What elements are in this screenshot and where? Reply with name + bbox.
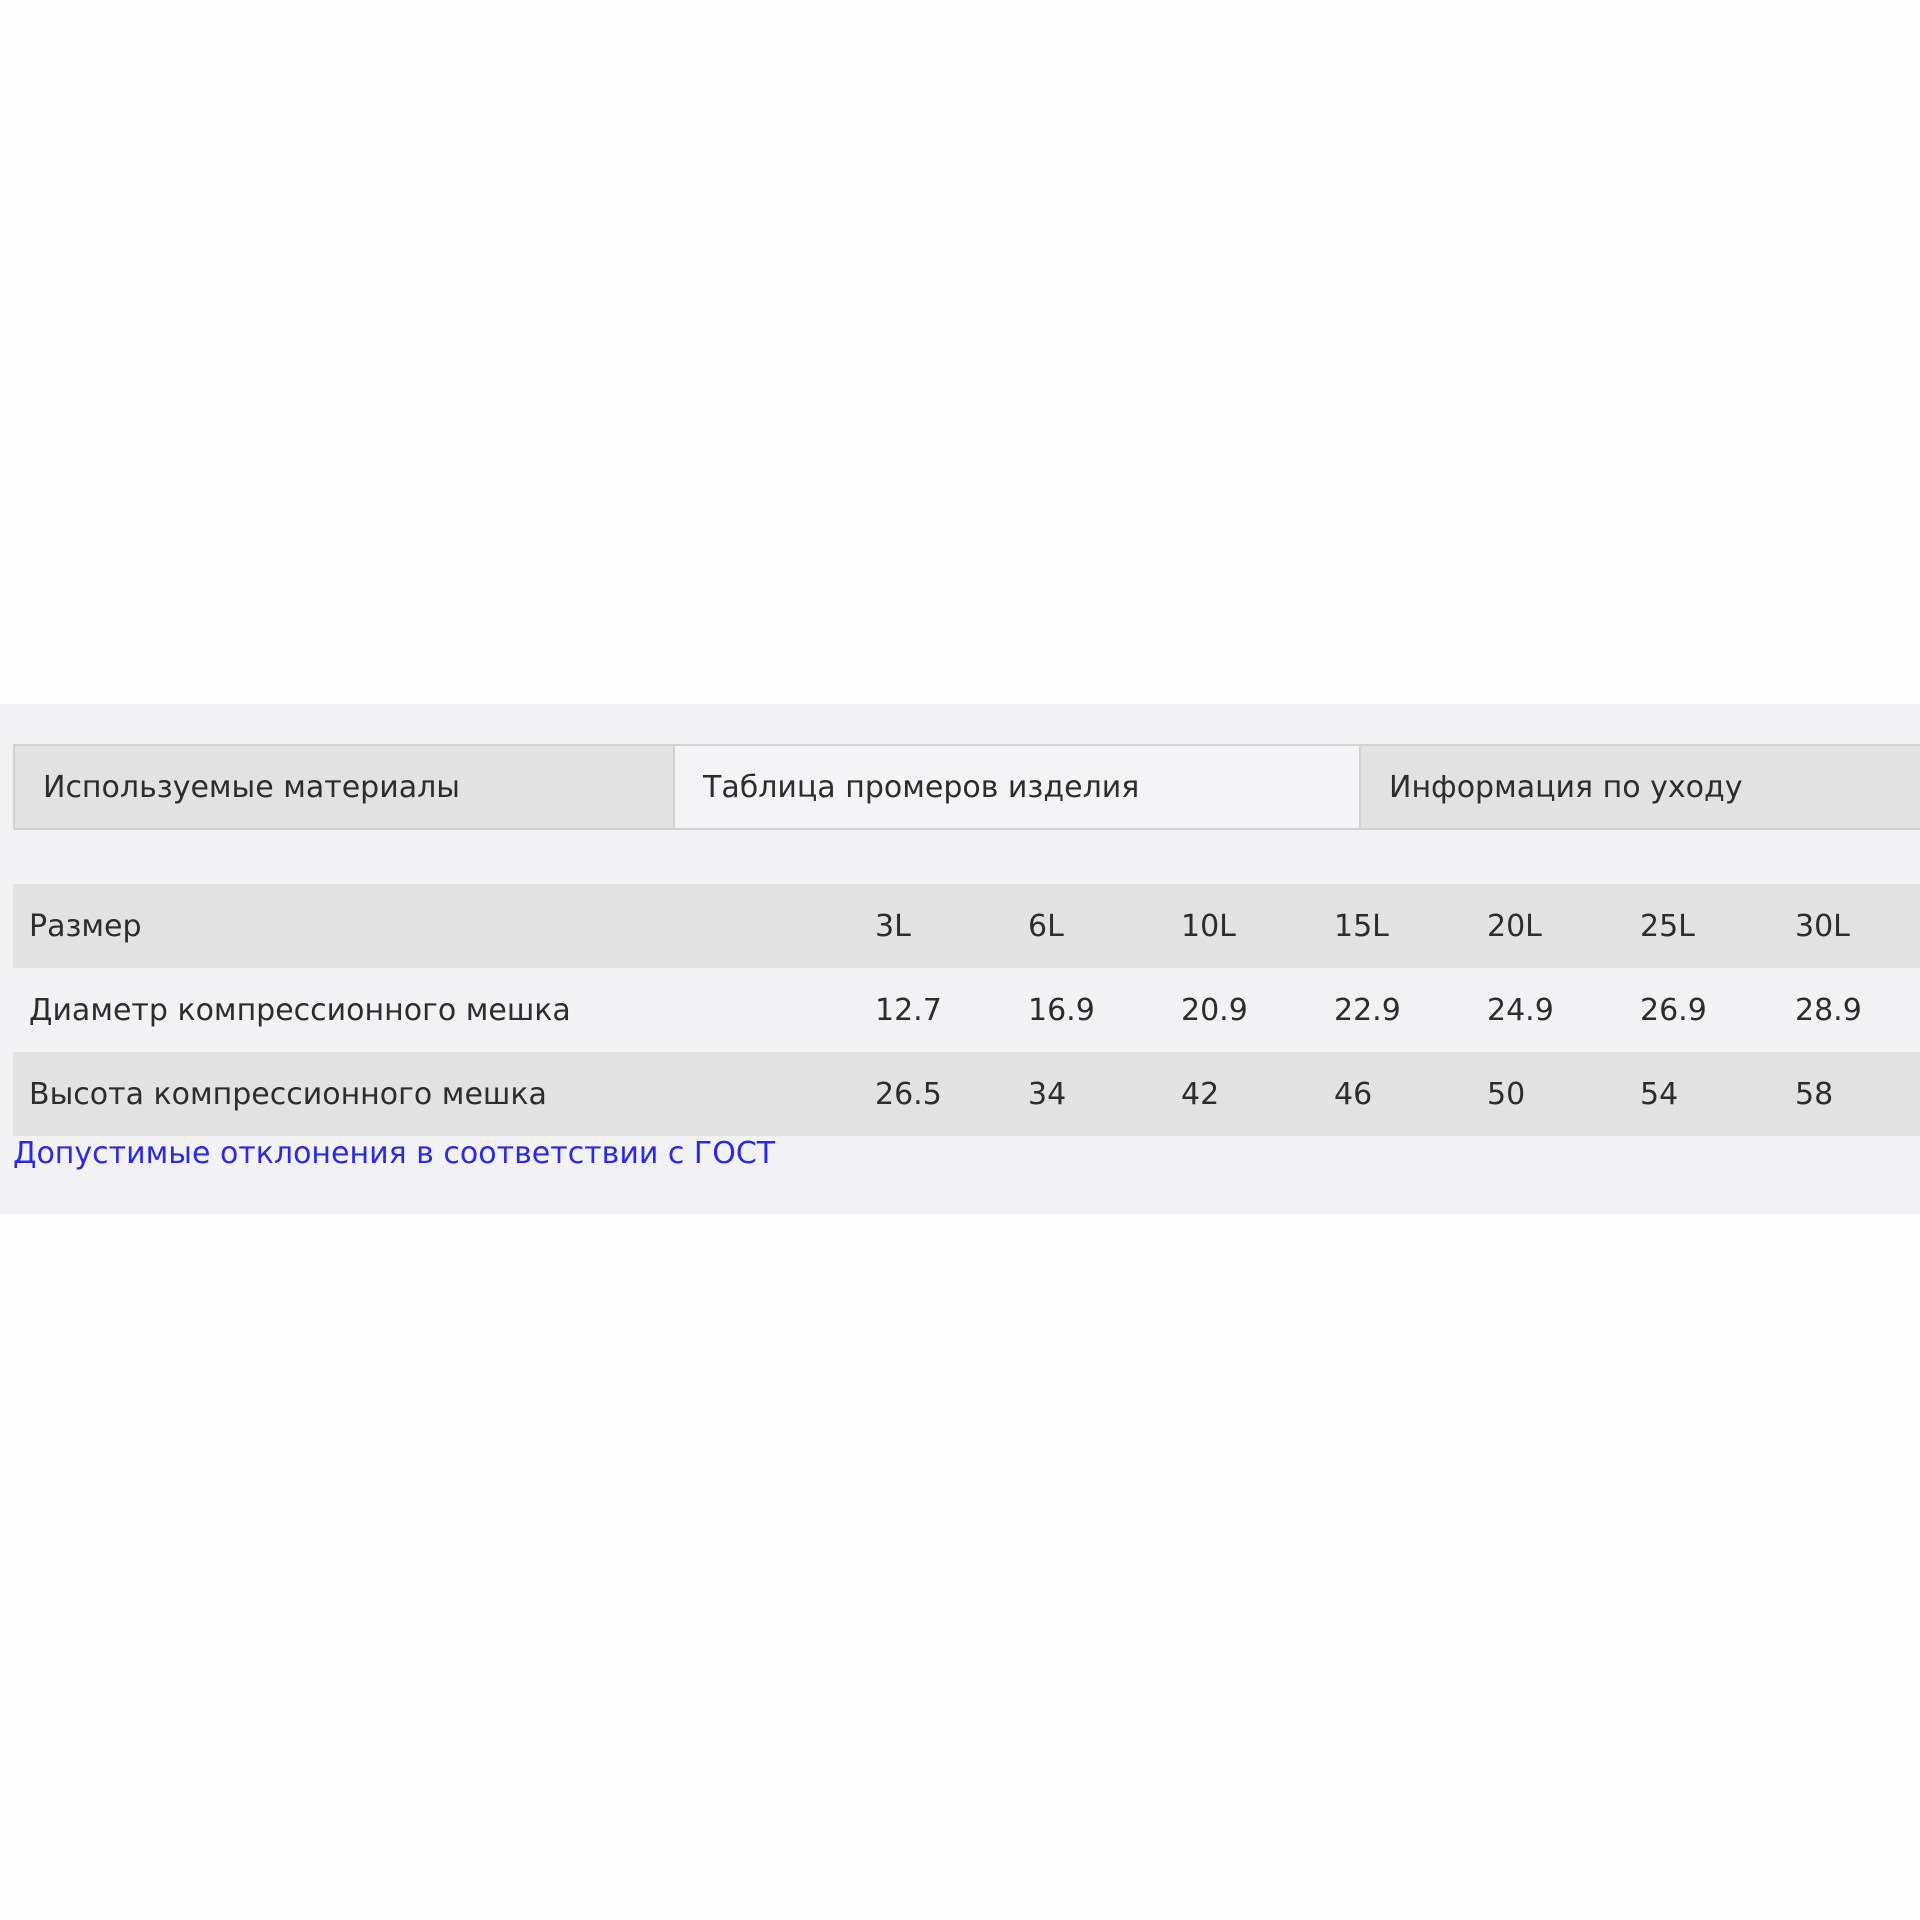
table-cell: 12.7	[875, 992, 942, 1028]
tab-materials[interactable]: Используемые материалы	[15, 746, 673, 828]
gost-tolerance-link[interactable]: Допустимые отклонения в соответствии с ГОСТ	[13, 1136, 776, 1171]
table-row-height	[13, 1052, 1920, 1136]
table-cell: 22.9	[1334, 992, 1401, 1028]
product-info-panel	[0, 704, 1920, 1214]
table-cell: 6L	[1026, 884, 1179, 968]
row-label: Высота компрессионного мешка	[13, 1052, 873, 1136]
table-cell: 46	[1332, 1052, 1485, 1136]
table-cell: 50	[1485, 1052, 1638, 1136]
tab-size-table[interactable]: Таблица промеров изделия	[673, 746, 1361, 828]
row-label: Размер	[13, 884, 873, 968]
table-cell: 10L	[1179, 884, 1332, 968]
table-cell: 3L	[873, 884, 1026, 968]
info-tabs	[13, 744, 1920, 830]
table-cell: 20.9	[1181, 992, 1248, 1028]
size-table	[13, 884, 1920, 1136]
table-cell: 26.9	[1640, 992, 1707, 1028]
table-cell: 58	[1793, 1052, 1920, 1136]
table-cell: 25L	[1638, 884, 1793, 968]
table-cell: 24.9	[1487, 992, 1554, 1028]
table-cell: 16.9	[1028, 992, 1095, 1028]
table-cell: 34	[1026, 1052, 1179, 1136]
row-label: Диаметр компрессионного мешка	[29, 992, 571, 1028]
tab-care-info[interactable]: Информация по уходу	[1361, 746, 1920, 828]
table-cell: 20L	[1485, 884, 1638, 968]
table-row-size	[13, 884, 1920, 968]
table-cell: 15L	[1332, 884, 1485, 968]
table-row-diameter	[13, 968, 1920, 1052]
table-cell: 26.5	[873, 1052, 1026, 1136]
table-cell: 54	[1638, 1052, 1793, 1136]
table-cell: 30L	[1793, 884, 1920, 968]
table-cell: 28.9	[1795, 992, 1862, 1028]
table-cell: 42	[1179, 1052, 1332, 1136]
